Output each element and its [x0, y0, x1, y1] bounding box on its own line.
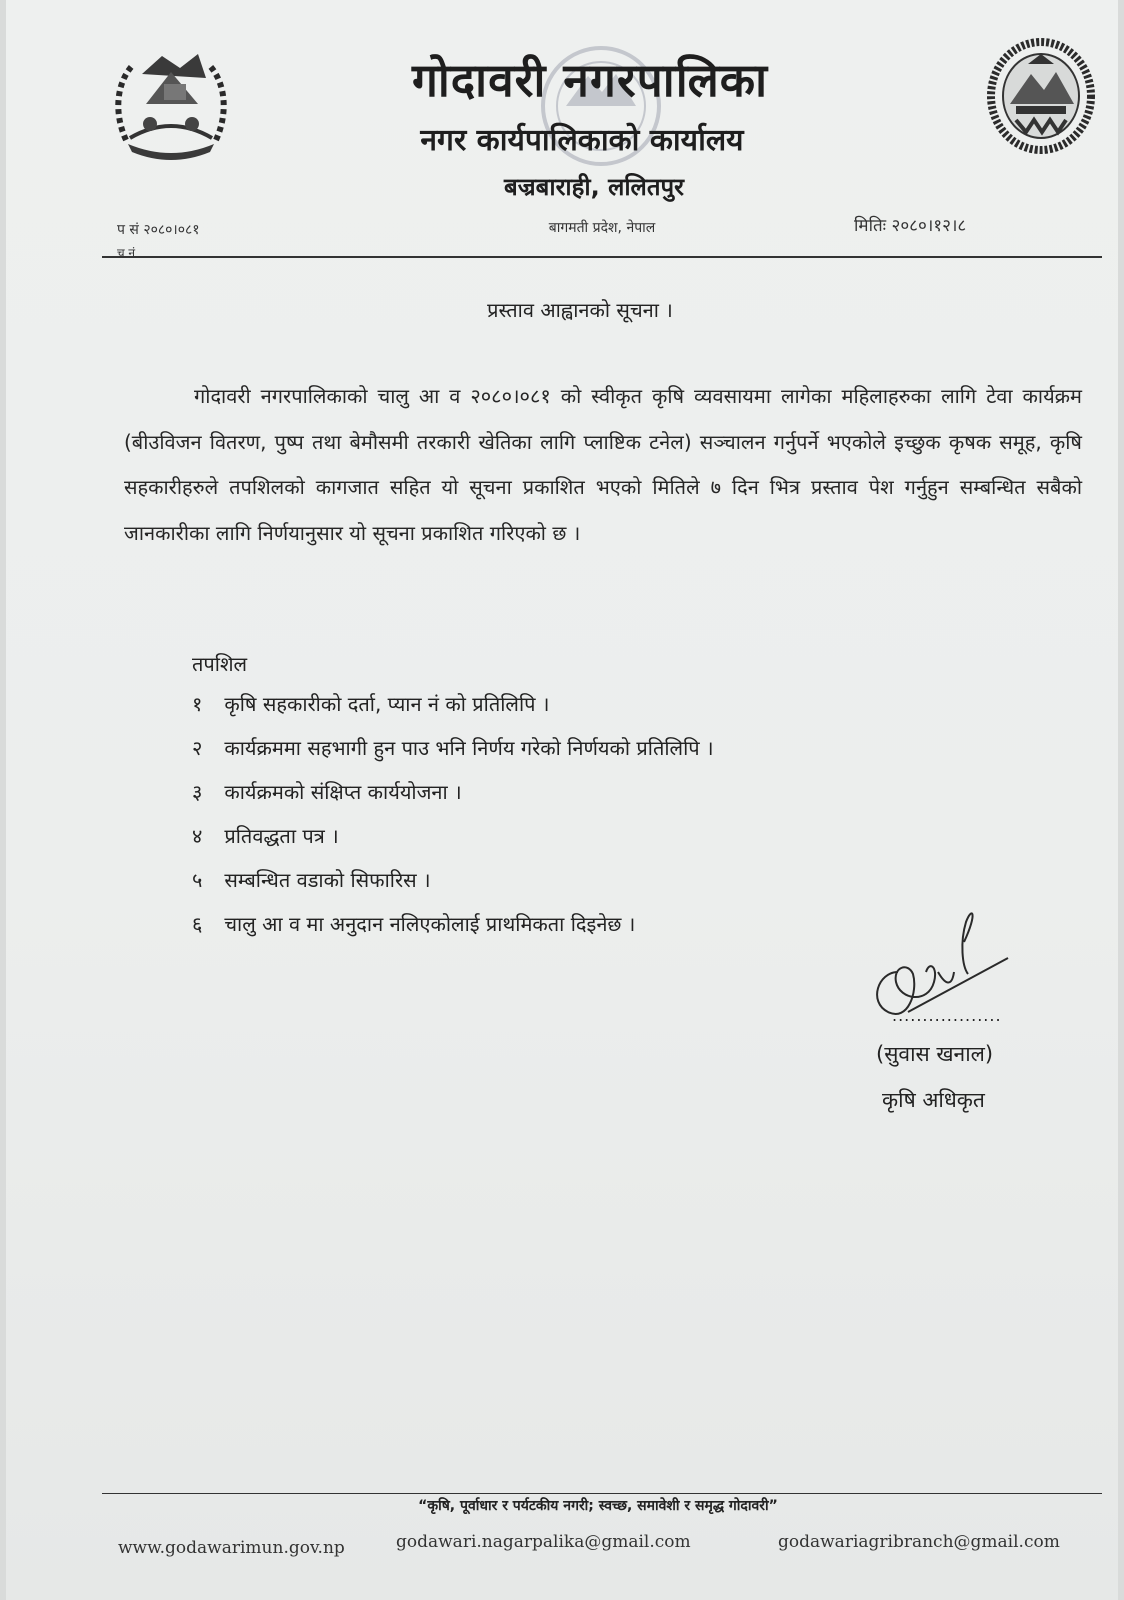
document-list — [192, 688, 714, 952]
office-name: नगर कार्यपालिकाको कार्यालय — [420, 123, 744, 158]
signatory-name: (सुवास खनाल) — [876, 1042, 994, 1066]
signature-line: .................. — [892, 1006, 1002, 1025]
list-item: २ कार्यक्रममा सहभागी हुन पाउ भनि निर्णय गरेको निर्णयको प्रतिलिपि । — [192, 736, 714, 760]
list-item: १ कृषि सहकारीको दर्ता, प्यान नं को प्रतिलिपि । — [192, 692, 550, 716]
signatory-title: कृषि अधिकृत — [882, 1088, 985, 1112]
footer-slogan: “कृषि, पूर्वाधार र पर्यटकीय नगरी; स्वच्छ, समावेशी र समृद्ध गोदावरी” — [418, 1498, 778, 1514]
list-item: ४ प्रतिवद्धता पत्र । — [192, 824, 339, 848]
list-heading: तपशिल — [192, 652, 248, 676]
province-line: बागमती प्रदेश, नेपाल — [548, 220, 656, 236]
municipality-email[interactable]: godawari.nagarpalika@gmail.com — [396, 1532, 691, 1552]
footer-divider — [102, 1493, 1102, 1494]
website-link[interactable]: www.godawarimun.gov.np — [118, 1538, 345, 1558]
list-item: ६ चालु आ व मा अनुदान नलिएकोलाई प्राथमिकता दिइनेछ । — [192, 912, 636, 936]
notice-date: मितिः २०८०।१२।८ — [854, 216, 967, 236]
list-item: ५ सम्बन्धित वडाको सिफारिस । — [192, 868, 431, 892]
header-divider — [102, 256, 1102, 258]
list-item: ३ कार्यक्रमको संक्षिप्त कार्ययोजना । — [192, 780, 462, 804]
agri-branch-email[interactable]: godawariagribranch@gmail.com — [778, 1532, 1060, 1552]
municipality-name: गोदावरी नगरपालिका — [411, 53, 769, 107]
reference-number: प सं २०८०।०८१ — [117, 222, 200, 238]
notice-subject: प्रस्ताव आह्वानको सूचना । — [487, 298, 673, 322]
dispatch-number: च नं — [117, 246, 136, 260]
notice-page — [6, 0, 1118, 1600]
office-address: बज्रबाराही, ललितपुर — [504, 173, 684, 201]
notice-body: गोदावरी नगरपालिकाको चालु आ व २०८०।०८१ को स्वीकृत कृषि व्यवसायमा लागेका महिलाहरुका लागि टेवा कार्यक्रम (बीउविजन वितरण, पुष्प तथा बेमौसमी तरकारी खेतिका लागि प्लाष्टिक टनेल) सञ्चालन गर्नुपर्ने भएकोले इच्छुक कृषक समूह, कृषि सहकारीहरुले तपशिलको कागजात सहित यो सूचना प्रकाशित भएको मितिले ७ दिन भित्र प्रस्ताव पेश गर्नुहुन सम्बन्धित सबैको जानकारीका लागि निर्णयानुसार यो सूचना प्रकाशित गरिएको छ । — [124, 384, 1082, 545]
